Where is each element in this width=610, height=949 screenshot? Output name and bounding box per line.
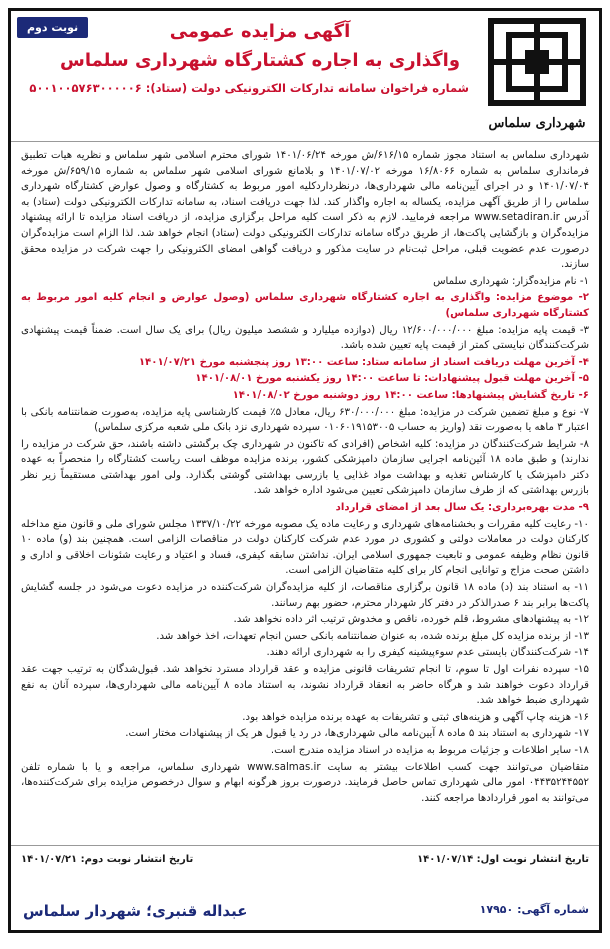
item-18: ۱۸- سایر اطلاعات و جزئیات مربوط به مزایده در اسناد مزایده مندرج است. bbox=[270, 744, 589, 756]
item-9: ۹- مدت بهره‌برداری: یک سال بعد از امضای قرارداد bbox=[335, 502, 589, 514]
item-14: ۱۴- شرکت‌کنندگان بایستی عدم سوءپیشینه کیفری را به شهرداری ارائه دهند. bbox=[266, 647, 589, 659]
notice-footer bbox=[11, 845, 599, 930]
item-2: ۲- موضوع مزایده: واگذاری به اجاره کشتارگاه شهرداری سلماس (وصول عوارض و انجام کلیه امور مربوط به کشتارگاه شهرداری سلماس) bbox=[21, 292, 589, 319]
item-1: ۱- نام مزایده‌گزار: شهرداری سلماس bbox=[433, 275, 589, 287]
item-10: ۱۰- رعایت کلیه مقررات و بخشنامه‌های شهرداری و رعایت ماده یک مصوبه مورخه ۱۳۳۷/۱۰/۲۲ مجلس شورای ملی و قانون منع مداخله کارکنان دولت در معاملات دولتی و کشوری در مورد عدم شرکت کارکنان دولت در مناقصات الزامی است. همچنین بند (و) ماده ۱۰ قانون نظام وظیفه عمومی و تابعیت جمهوری اسلامی ایران. نداشتن سابقه کیفری، فساد و اعتیاد و رعایت شئونات اخلاقی و اداری و داشتن صحت مزاج و توانایی انجام کار برای کلیه متقاضیان الزامی است. bbox=[21, 518, 589, 577]
notice-page bbox=[8, 8, 602, 933]
call-number: شماره فراخوان سامانه تدارکات الکترونیکی دولت (ستاد): ۵۰۰۱۰۰۵۷۶۳۰۰۰۰۰۶ bbox=[29, 81, 469, 95]
title-block bbox=[29, 21, 469, 95]
contact-paragraph: متقاضیان می‌توانند جهت کسب اطلاعات بیشتر به سایت www.salmas.ir شهرداری سلماس، مراجعه و یا با شماره تلفن ۰۴۴۳۵۲۴۴۵۵۲ امور مالی شهرداری تماس حاصل فرمایند. درصورت بروز هرگونه ابهام و سوال درخصوص مزایده برای شرکت‌کننده‌ها، می‌توانند به امور قراردادها مراجعه کنند. bbox=[21, 761, 590, 804]
item-8: ۸- شرایط شرکت‌کنندگان در مزایده: کلیه اشخاص (افرادی که تاکنون در شهرداری چک برگشتی داشته باشند، حق شرکت در مزایده را ندارند) و طبق ماده ۱۸ آئین‌نامه اجرایی سازمان دامپزشکی کشور، برنده مزایده موظف است ریاست کشتارگاه را منحصراً به عهده دکتر دامپزشک یا کارشناس تغذیه و بهداشت مواد غذایی یا بازرسی بهداشتی گوشتی بگذارد. ولی امور بهداشتی مستقیماً زیر نظر بازرس بهداشتی که از طرف سازمان دامپزشکی تعیین می‌شود اداره خواهد شد. bbox=[21, 438, 589, 497]
item-6: ۶- تاریخ گشایش پیشنهادها: ساعت ۱۴:۰۰ روز دوشنبه مورخ ۱۴۰۱/۰۸/۰۲ bbox=[232, 389, 589, 401]
item-11: ۱۱- به استناد بند (د) ماده ۱۸ قانون برگزاری مناقصات، از کلیه مزایده‌گران شرکت‌کننده در مزایده دعوت می‌شود در جلسه گشایش پاکت‌ها برابر بند ۶ صدرالذکر در دفتر کار شهردار محترم، حضور بهم رسانند. bbox=[21, 582, 589, 609]
item-17: ۱۷- شهرداری به استناد بند ۵ ماده ۸ آیین‌نامه مالی شهرداری‌ها، در رد یا قبول هر یک از پیشنهادات مختار است. bbox=[125, 728, 589, 740]
publication-dates bbox=[21, 854, 589, 865]
notice-subject: واگذاری به اجاره کشتارگاه شهرداری سلماس bbox=[59, 50, 461, 71]
item-13: ۱۳- از برنده مزایده کل مبلغ برنده شده، به عنوان ضمانتنامه بانکی حسن انجام تعهدات، اخذ خواهد شد. bbox=[156, 630, 589, 642]
notice-header bbox=[11, 11, 599, 142]
first-publication-date: تاریخ انتشار نوبت اول: ۱۴۰۱/۰۷/۱۴ bbox=[417, 854, 589, 865]
intro-paragraph: شهرداری سلماس به استناد مجوز شماره ۶۱۶/۱۵/ش مورخه ۱۴۰۱/۰۶/۲۴ شورای محترم اسلامی شهر سلماس و نظریه هیات تطبیق فرمانداری سلماس به شماره ۱۶/۸۰۶۶ مورخه ۱۴۰۱/۰۷/۰۲ و بلامانع شورای اسلامی شهر سلماس به شماره ۶۵۹/۱۵/ش مورخه ۱۴۰۱/۰۷/۰۴ و در اجرای آیین‌نامه مالی شهرداری‌ها، درنظرداردکلیه امور مربوط به کشتارگاه و وصول عوارض کشتارگاه شهرداری سلماس را از طریق آگهی مزایده، یکساله به اجاره واگذار کند. لذا جهت دریافت اسناد، به سامانه تدارکات الکترونیکی دولت (ستاد) به آدرس www.setadiran.ir مراجعه فرمایید. لازم به ذکر است کلیه مراحل برگزاری مزایده، از دریافت اسناد مزایده تا ارائه پیشنهاد مزایده‌گران و بازگشایی پاکت‌ها، از طریق درگاه سامانه تدارکات الکترونیکی دولت (ستاد) انجام خواهد شد. لذا الزام است مزایده‌گران درصورت عدم عضویت قبلی، مراحل ثبت‌نام در سایت مذکور و دریافت گواهی امضای الکترونیکی را جهت شرکت در مزایده محقق سازند. bbox=[21, 150, 589, 271]
logo-caption: شهرداری سلماس bbox=[488, 116, 586, 131]
item-4: ۴- آخرین مهلت دریافت اسناد از سامانه ستاد: ساعت ۱۳:۰۰ روز پنجشنبه مورخ ۱۴۰۱/۰۷/۲۱ bbox=[138, 356, 589, 368]
notice-title: آگهی مزایده عمومی bbox=[169, 21, 351, 42]
item-16: ۱۶- هزینه چاپ آگهی و هزینه‌های ثبتی و تشریفات به عهده برنده مزایده خواهد بود. bbox=[242, 711, 589, 723]
second-publication-date: تاریخ انتشار نوبت دوم: ۱۴۰۱/۰۷/۲۱ bbox=[21, 854, 194, 865]
item-3: ۳- قیمت پایه مزایده: مبلغ ۱۲/۶۰۰/۰۰۰/۰۰۰ ریال (دوازده میلیارد و ششصد میلیون ریال) برای یک سال است. ضمناً قیمت پیشنهادی شرکت‌کنندگان نبایستی کمتر از قیمت پایه تعیین شده باشد. bbox=[21, 324, 589, 352]
item-12: ۱۲- به پیشنهادهای مشروط، قلم خورده، ناقص و مخدوش ترتیب اثر داده نخواهد شد. bbox=[233, 614, 589, 626]
second-round-badge: نوبت دوم bbox=[17, 17, 88, 38]
ad-number: شماره آگهی: ۱۷۹۵۰ bbox=[479, 903, 589, 916]
item-7: ۷- نوع و مبلغ تضمین شرکت در مزایده: مبلغ ۶۳۰/۰۰۰/۰۰۰ ریال، معادل ۵٪ قیمت کارشناسی پایه مزایده، به‌صورت ضمانتنامه بانکی با اعتبار ۳ ماهه یا به‌صورت نقد (واریز به حساب ۰۱۰۶۰۱۹۱۵۳۰۰۵ سپرده شهرداری نزد بانک ملی شعبه مرکزی سلماس) bbox=[21, 406, 589, 434]
salmas-municipality-logo bbox=[481, 15, 593, 137]
item-15: ۱۵- سپرده نفرات اول تا سوم، تا انجام تشریفات قانونی مزایده و عقد قرارداد مسترد نخواهد شد. قبول‌شدگان به ترتیب جهت عقد قرارداد دعوت خواهند شد و هرگاه حاضر به انعقاد قرارداد نشوند، به استناد ماده ۸ آیین‌نامه مالی شهرداری‌ها، سپرده آنان به نفع شهرداری ضبط خواهد شد. bbox=[21, 664, 590, 707]
mayor-signature: عبداله قنبری؛ شهردار سلماس bbox=[23, 902, 248, 920]
item-5: ۵- آخرین مهلت قبول پیشنهادات: تا ساعت ۱۴:۰۰ روز یکشنبه مورخ ۱۴۰۱/۰۸/۰۱ bbox=[195, 373, 589, 385]
notice-body bbox=[11, 142, 599, 806]
